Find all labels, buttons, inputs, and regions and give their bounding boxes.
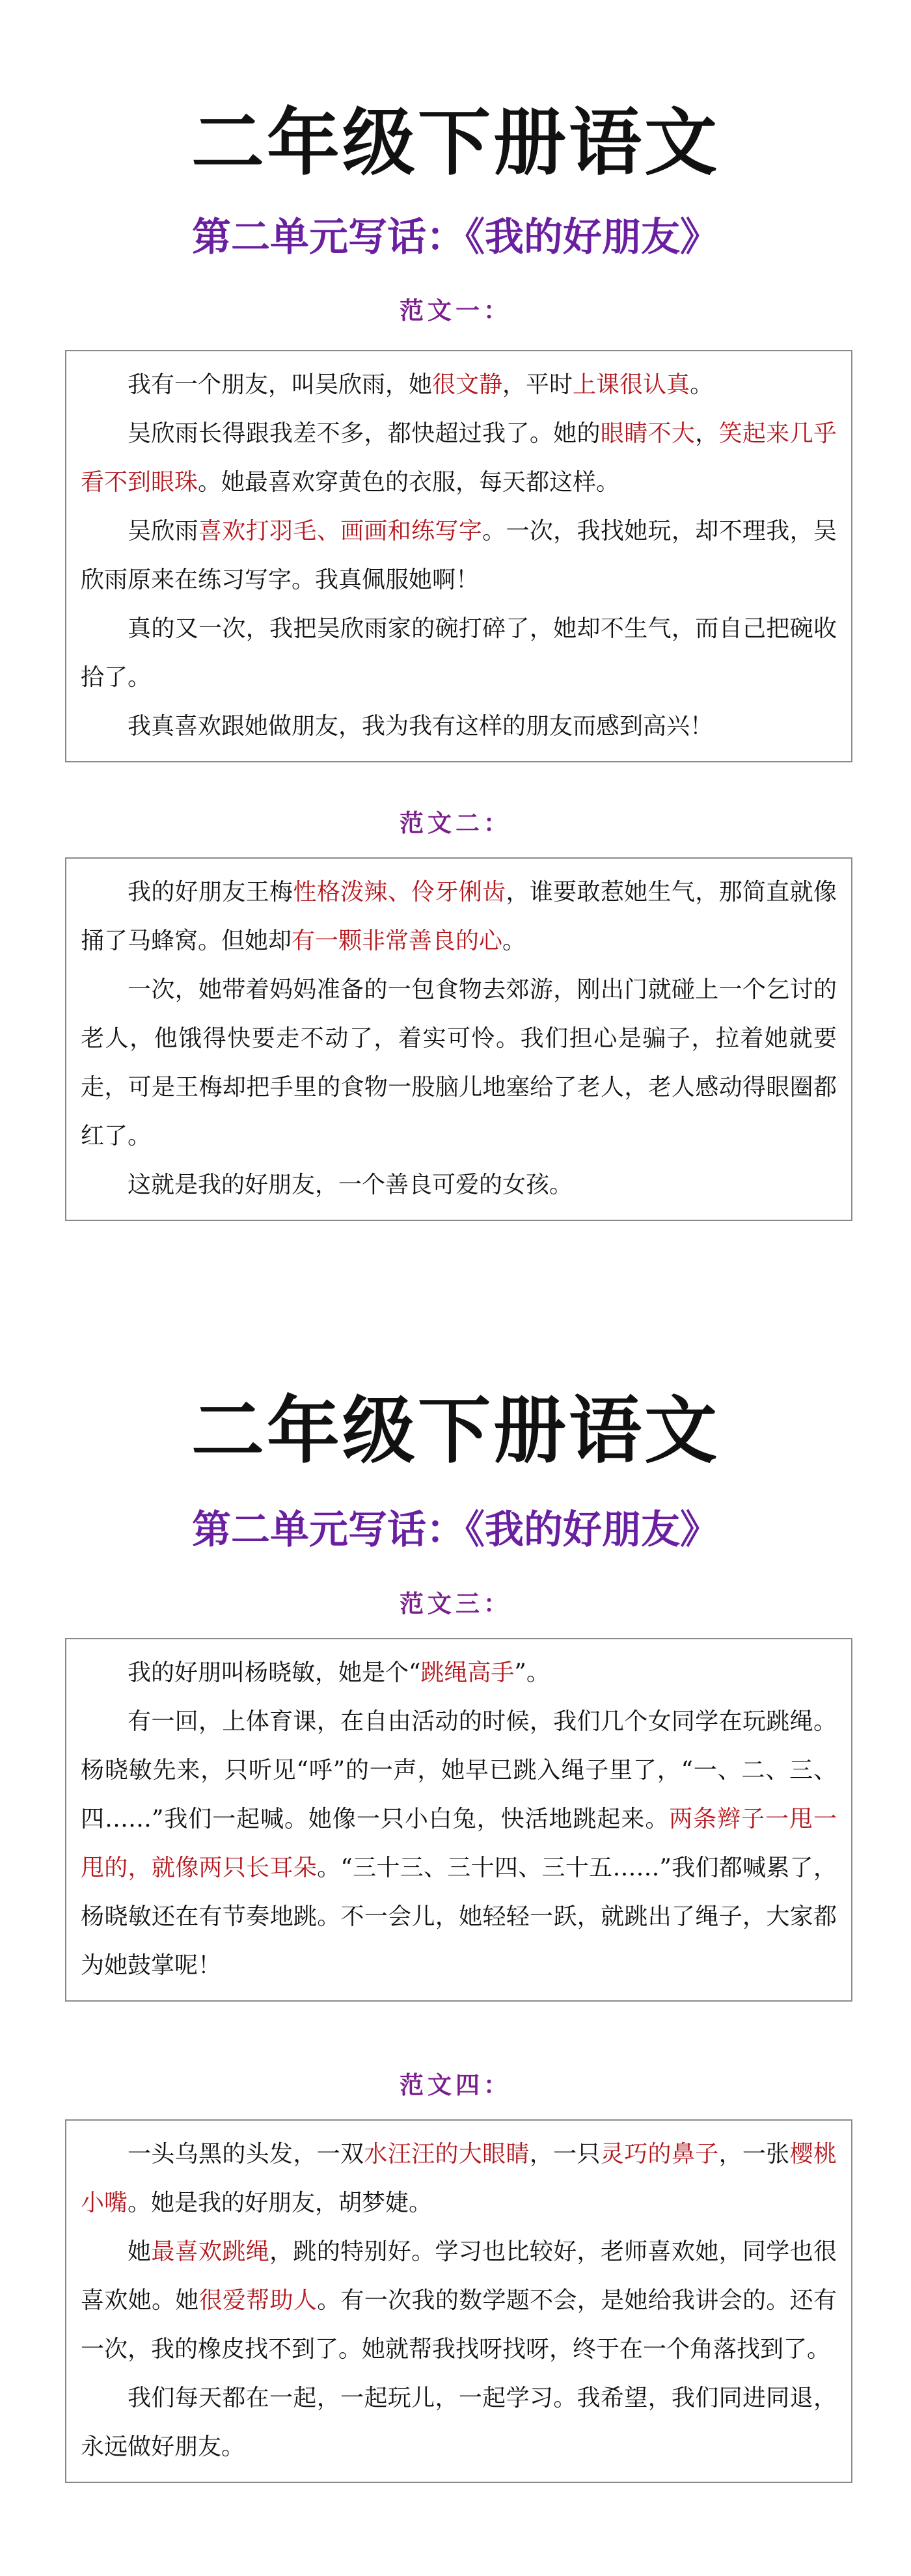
paragraph-text: 有一回，上体育课，在自由活动的时候，我们几个女同学在玩跳绳。杨晓敏先来，只听见“呼”的一声，她早已跳入绳子里了，“一、二、三、四……”我们一起喊。她像一只小白兔，快活地跳起来。 bbox=[81, 1708, 837, 1832]
paragraph-text: ，一只 bbox=[529, 2141, 601, 2167]
essay-paragraph bbox=[81, 409, 837, 507]
paragraph-text: 。“三十三、三十四、三十五……”我们都喊累了，杨晓敏还在有节奏地跳。不一会儿，她轻轻一跃，就跳出了绳子，大家都为她鼓掌呢！ bbox=[81, 1855, 837, 1979]
highlighted-text: 性格泼辣、伶牙俐齿 bbox=[293, 879, 506, 906]
essay-paragraph bbox=[81, 604, 837, 702]
essay-label: 范文一： bbox=[400, 296, 511, 325]
paragraph-text: ”。 bbox=[514, 1659, 550, 1686]
highlighted-text: 最喜欢跳绳 bbox=[151, 2238, 270, 2265]
essay-label: 范文二： bbox=[400, 809, 511, 837]
highlighted-text: 樱桃小嘴 bbox=[81, 2141, 837, 2216]
paragraph-text: 。 bbox=[502, 928, 526, 954]
paragraph-text: ，谁要敢惹她生气，那简直就像捅了马蜂窝。但她却 bbox=[81, 879, 837, 954]
highlighted-text: 水汪汪的大眼睛 bbox=[364, 2141, 530, 2167]
paragraph-text: 一次，她带着妈妈准备的一包食物去郊游，刚出门就碰上一个乞讨的老人，他饿得快要走不动了，着实可怜。我们担心是骗子，拉着她就要走，可是王梅却把手里的食物一股脑儿地塞给了老人，老人感动得眼圈都红了。 bbox=[81, 976, 837, 1149]
highlighted-text: 灵巧的鼻子 bbox=[600, 2141, 719, 2167]
essay-paragraph bbox=[81, 2130, 837, 2227]
paragraph-text: 真的又一次，我把吴欣雨家的碗打碎了，她却不生气，而自己把碗收拾了。 bbox=[81, 615, 837, 691]
highlighted-text: 两条辫子一甩一甩的，就像两只长耳朵 bbox=[81, 1806, 837, 1881]
highlighted-text: 很爱帮助人 bbox=[198, 2287, 318, 2314]
essay-label: 范文三： bbox=[400, 1589, 511, 1618]
paragraph-text: 。她最喜欢穿黄色的衣服，每天都这样。 bbox=[198, 469, 620, 496]
paragraph-text: 一头乌黑的头发，一双 bbox=[128, 2141, 364, 2167]
essay-paragraph bbox=[81, 702, 837, 751]
paragraph-text: 。她是我的好朋友，胡梦婕。 bbox=[128, 2190, 433, 2216]
page-subtitle: 第二单元写话：《我的好朋友》 bbox=[192, 215, 719, 260]
highlighted-text: 笑起来几乎看不到眼珠 bbox=[81, 420, 837, 496]
paragraph-text: 我的好朋友王梅 bbox=[128, 879, 293, 906]
essay-paragraph bbox=[81, 1697, 837, 1990]
page-title: 二年级下册语文 bbox=[191, 1389, 720, 1473]
paragraph-text: ， bbox=[695, 420, 719, 447]
essay-box bbox=[65, 350, 852, 762]
paragraph-text: 我们每天都在一起，一起玩儿，一起学习。我希望，我们同进同退，永远做好朋友。 bbox=[81, 2385, 837, 2460]
paragraph-text: ，平时 bbox=[502, 371, 573, 398]
highlighted-text: 眼睛不大 bbox=[600, 420, 696, 447]
highlighted-text: 上课很认真 bbox=[573, 371, 690, 398]
essay-paragraph bbox=[81, 1161, 837, 1209]
essay-label: 范文四： bbox=[400, 2071, 511, 2099]
highlighted-text: 喜欢打羽毛、画画和练写字 bbox=[198, 518, 483, 544]
paragraph-text: 吴欣雨 bbox=[128, 518, 199, 544]
essay-box bbox=[65, 1638, 852, 2002]
page-subtitle: 第二单元写话：《我的好朋友》 bbox=[192, 1507, 719, 1553]
paragraph-text: 吴欣雨长得跟我差不多，都快超过我了。她的 bbox=[128, 420, 601, 447]
page-title: 二年级下册语文 bbox=[191, 101, 720, 185]
paragraph-text: ，跳的特别好。学习也比较好，老师喜欢她，同学也很喜欢她。她 bbox=[81, 2238, 837, 2314]
paragraph-text: ，一张 bbox=[718, 2141, 790, 2167]
essay-paragraph bbox=[81, 1648, 837, 1697]
essay-paragraph bbox=[81, 965, 837, 1161]
essay-box bbox=[65, 2119, 852, 2483]
paragraph-text: 。 bbox=[690, 371, 714, 398]
essay-paragraph bbox=[81, 2374, 837, 2471]
essay-paragraph bbox=[81, 2227, 837, 2374]
essay-paragraph bbox=[81, 360, 837, 409]
highlighted-text: 很文静 bbox=[432, 371, 503, 398]
paragraph-text: 。有一次我的数学题不会，是她给我讲会的。还有一次，我的橡皮找不到了。她就帮我找呀找呀，终于在一个角落找到了。 bbox=[81, 2287, 837, 2363]
paragraph-text: 我有一个朋友，叫吴欣雨，她 bbox=[128, 371, 433, 398]
essay-paragraph bbox=[81, 507, 837, 604]
paragraph-text: 我真喜欢跟她做朋友，我为我有这样的朋友而感到高兴！ bbox=[128, 713, 714, 740]
essay-paragraph bbox=[81, 868, 837, 965]
paragraph-text: 。一次，我找她玩，却不理我，吴欣雨原来在练习写字。我真佩服她啊！ bbox=[81, 518, 837, 593]
paragraph-text: 这就是我的好朋友，一个善良可爱的女孩。 bbox=[128, 1172, 573, 1198]
highlighted-text: 跳绳高手 bbox=[420, 1659, 515, 1686]
paragraph-text: 我的好朋叫杨晓敏，她是个“ bbox=[128, 1659, 421, 1686]
highlighted-text: 有一颗非常善良的心 bbox=[292, 928, 503, 954]
paragraph-text: 她 bbox=[128, 2238, 152, 2265]
essay-box bbox=[65, 857, 852, 1221]
